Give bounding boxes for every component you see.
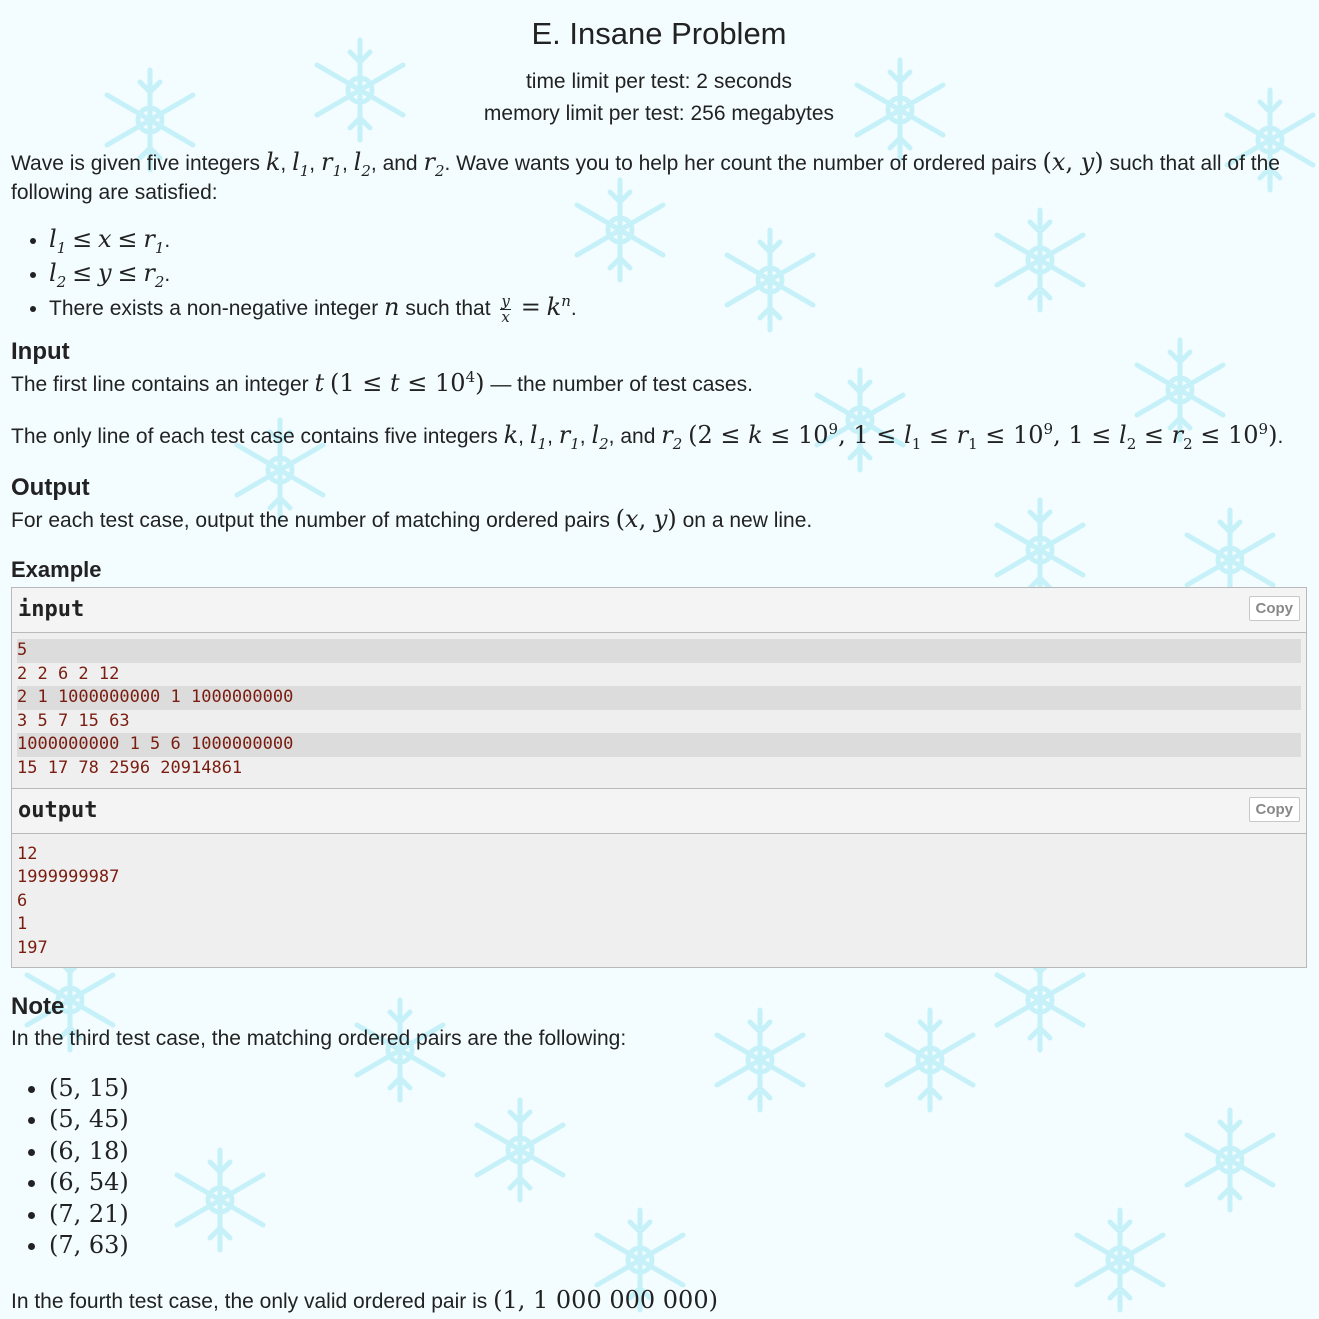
output-heading: Output: [11, 474, 90, 501]
input-line: 3 5 7 15 63: [17, 710, 130, 731]
copy-input-button[interactable]: Copy: [1249, 596, 1301, 621]
output-label: output: [18, 797, 98, 823]
pair-item: • (5, 45): [49, 1104, 1307, 1136]
sample-input: [12, 633, 1306, 788]
condition-y-range: • $l_2 \le y \le r_2$.: [49, 257, 1307, 291]
input-line: 2 1 1000000000 1 1000000000: [17, 686, 1301, 710]
input-label: input: [18, 597, 85, 622]
pair-item: • (6, 18): [49, 1136, 1307, 1168]
pair-item: • (5, 15): [49, 1073, 1307, 1105]
note-line-2: In the fourth test case, the only valid ordered pair is (1, 1 000 000 000): [11, 1285, 718, 1314]
memory-limit: memory limit per test: 256 megabytes: [483, 102, 835, 125]
input-line-1: The first line contains an integer t $(1 \le t \le 10^4)$ — the number of test cases.: [11, 368, 753, 397]
output-line: 197: [17, 937, 48, 958]
output-line: For each test case, output the number of matching ordered pairs (x, y) on a new line.: [11, 505, 813, 533]
sample-output: [12, 834, 1306, 967]
valid-pair: (1, 1 000 000 000): [493, 1285, 718, 1314]
output-line: 1: [17, 914, 28, 935]
pair-item: • (7, 21): [49, 1199, 1307, 1231]
sample-test-box: [11, 587, 1307, 968]
problem-title: E. Insane Problem: [531, 16, 787, 51]
output-header: [12, 788, 1306, 834]
input-line-2: The only line of each test case contains five integers k, $l_1$, $r_1$, $l_2$, and $r_2$ ($2 \le k \le 10^9$, $1 \le l_1 \le r_1 \le 10^9$, $1 \le l_2 \le r_2 \le 10^9$).: [11, 420, 1284, 453]
note-heading: Note: [11, 992, 65, 1020]
input-line: 2 2 6 2 12: [17, 663, 120, 684]
input-heading: Input: [11, 338, 70, 365]
output-line: 12: [17, 843, 38, 864]
condition-power: • There exists a non-negative integer n such that $\frac{y}{x}$ = $k^n$.: [49, 291, 1307, 325]
condition-x-range: • $l_1 \le x \le r_1$.: [49, 223, 1307, 257]
note-line-1: In the third test case, the matching ordered pairs are the following:: [11, 1026, 627, 1050]
input-header: [12, 588, 1306, 633]
time-limit: time limit per test: 2 seconds: [525, 70, 793, 93]
input-line: 1000000000 1 5 6 1000000000: [17, 733, 1301, 757]
input-line: 5: [17, 639, 1301, 663]
output-line: 6: [17, 890, 28, 911]
statement-intro: Wave is given five integers k, $l_1$, $r_1$, $l_2$, and $r_2$. Wave wants you to help her count the number of ordered pairs (x, y) such that all of the following are satisfied:: [11, 148, 1280, 204]
pair-item: • (7, 63): [49, 1230, 1307, 1262]
output-line: 1999999987: [17, 867, 120, 888]
copy-output-button[interactable]: Copy: [1249, 797, 1301, 822]
pair-item: • (6, 54): [49, 1167, 1307, 1199]
pairs-list: [11, 1073, 1307, 1262]
example-heading: Example: [11, 557, 102, 582]
input-line: 15 17 78 2596 20914861: [17, 757, 243, 778]
conditions-list: [11, 223, 1307, 325]
